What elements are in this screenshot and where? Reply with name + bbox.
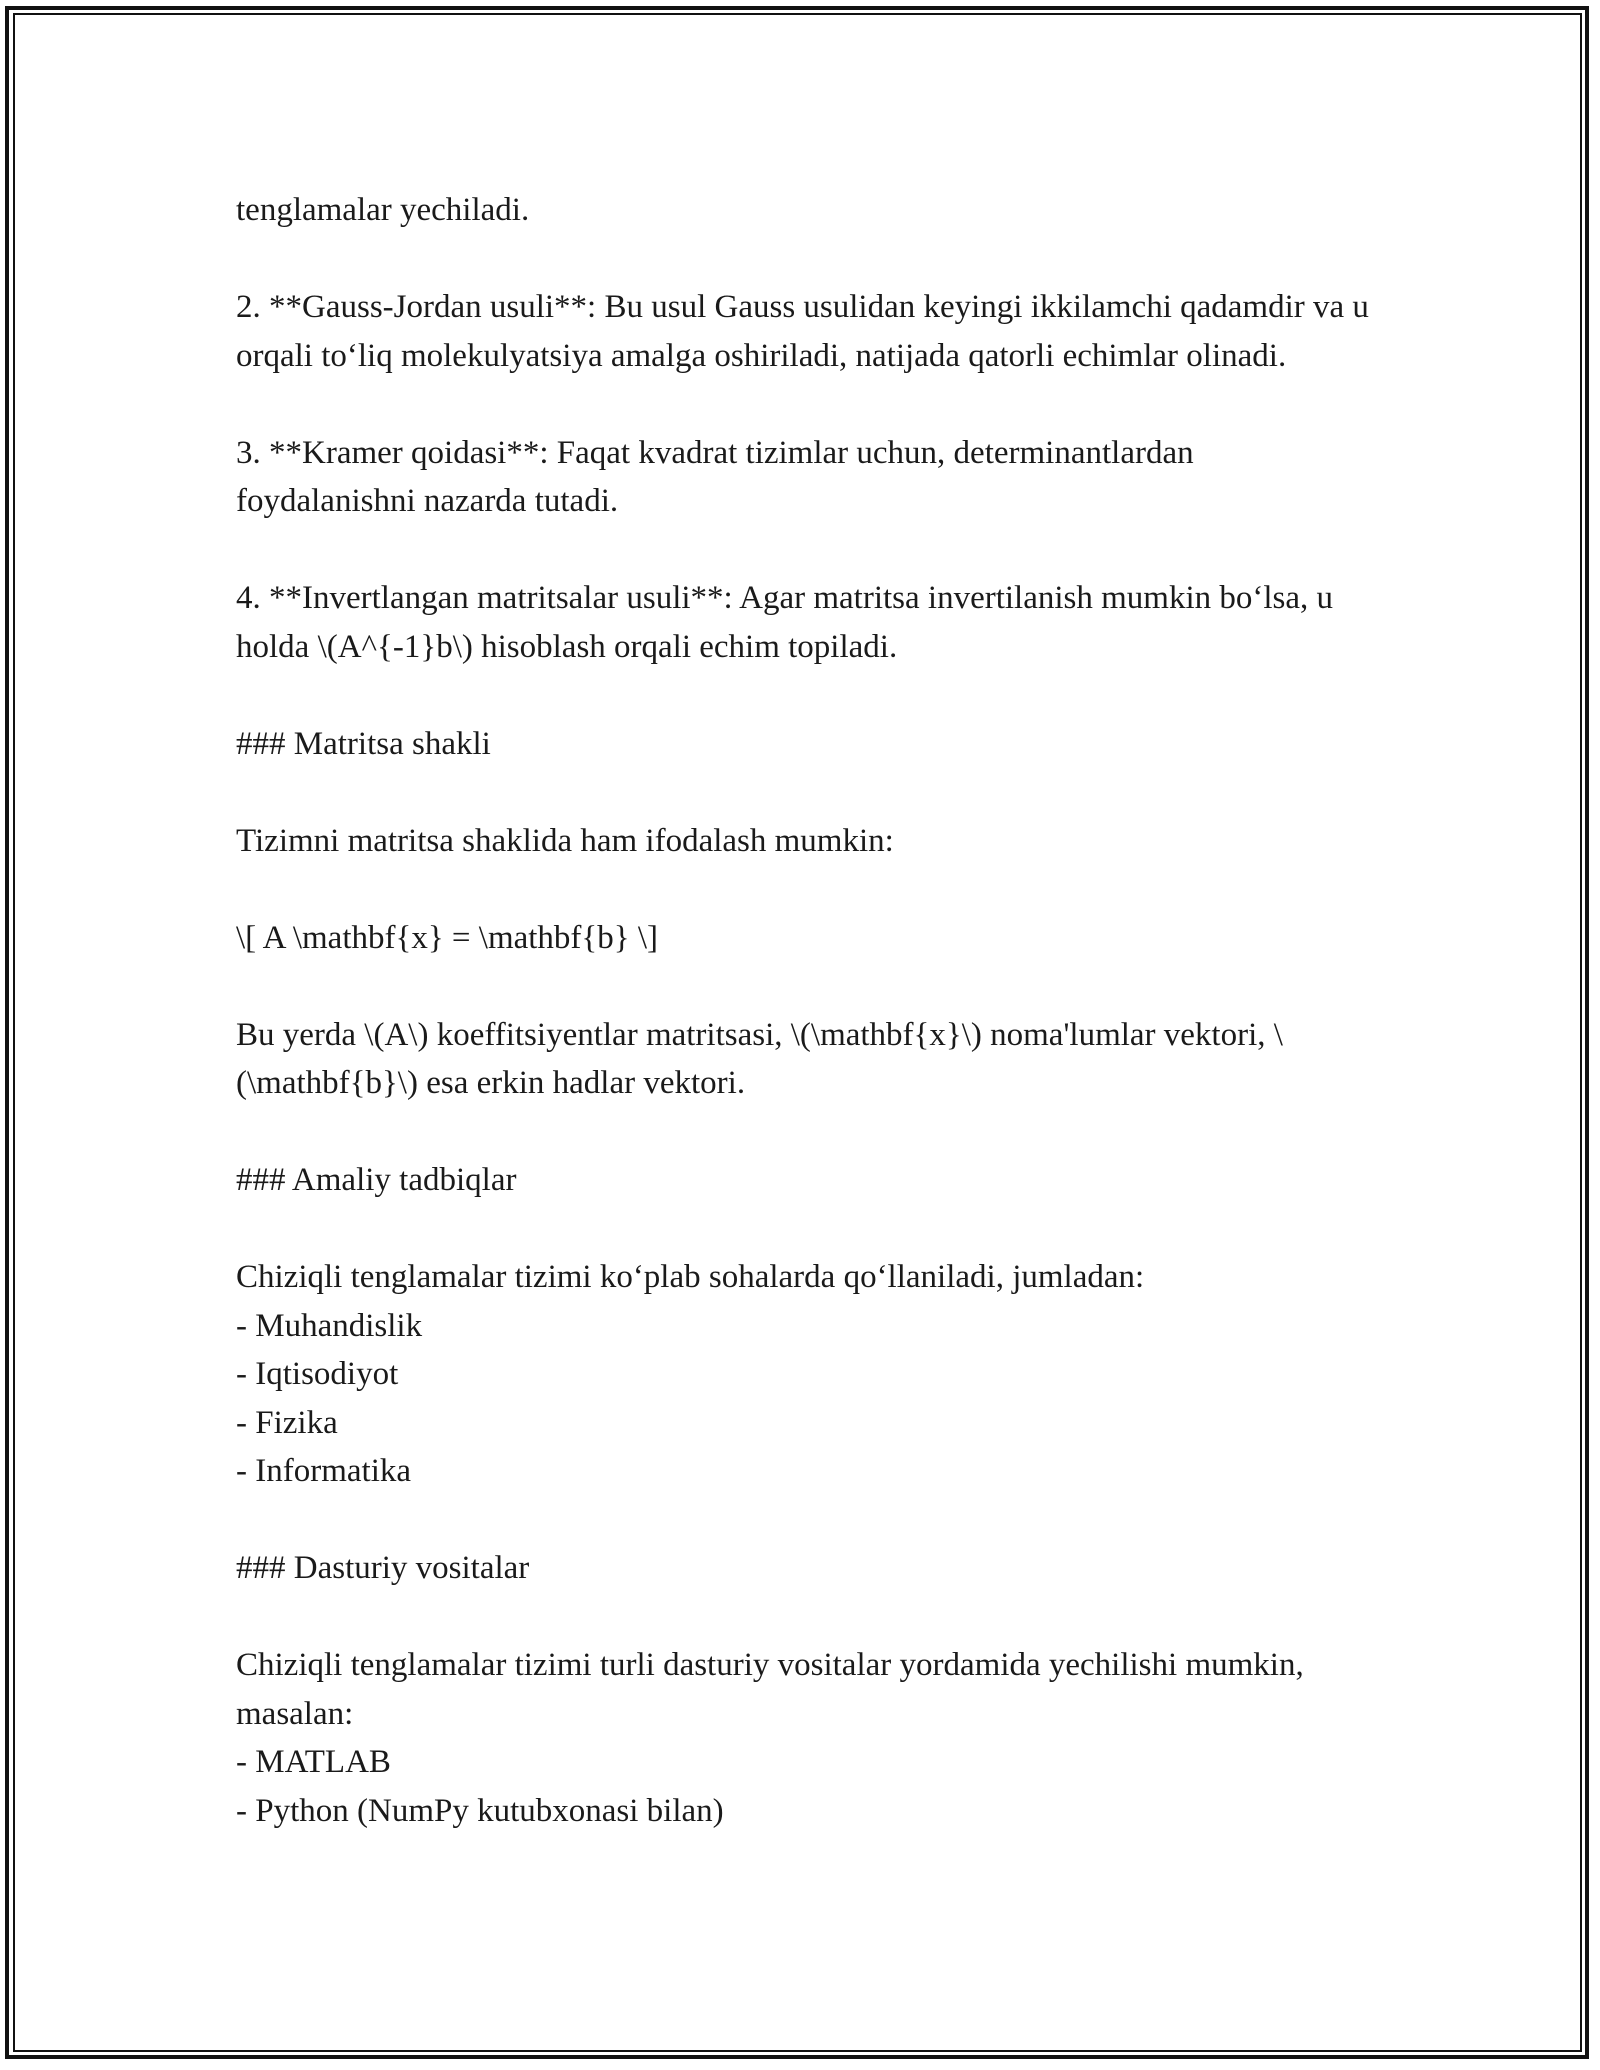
paragraph-software: Chiziqli tenglamalar tizimi turli dasturiy vositalar yordamida yechilishi mumkin, masalan: [236, 1647, 1304, 1732]
document-body [236, 186, 1376, 1835]
list-item: - Informatika [236, 1453, 412, 1489]
paragraph-kramer: 3. **Kramer qoidasi**: Faqat kvadrat tizimlar uchun, determinantlardan foydalanishni nazarda tutadi. [236, 434, 1194, 519]
list-item: - Muhandislik [236, 1307, 423, 1344]
paragraph-gauss-jordan: 2. **Gauss-Jordan usuli**: Bu usul Gauss usulidan keyingi ikkilamchi qadamdir va u orqali to‘liq molekulyatsiya amalga oshiriladi, natijada qatorli echimlar olinadi. [236, 289, 1369, 374]
heading-matrix-form: ### Matritsa shakli [236, 725, 491, 762]
paragraph-matrix-intro: Tizimni matritsa shaklida ham ifodalash mumkin: [236, 822, 894, 859]
list-item: - Fizika [236, 1404, 338, 1441]
heading-software: ### Dasturiy vositalar [236, 1550, 530, 1586]
paragraph-matrix-explain: Bu yerda \(A\) koeffitsiyentlar matritsasi, \(\mathbf{x}\) noma'lumlar vektori, \(\mathbf{b}\) esa erkin hadlar vektori. [236, 1016, 1283, 1101]
paragraph-inverse-matrix: 4. **Invertlangan matritsalar usuli**: Agar matritsa invertilanish mumkin bo‘lsa, u holda \(A^{-1}b\) hisoblash orqali echim topiladi. [236, 580, 1334, 665]
equation-matrix: \[ A \mathbf{x} = \mathbf{b} \] [236, 919, 659, 956]
list-item: - MATLAB [236, 1744, 391, 1780]
heading-applications: ### Amaliy tadbiqlar [236, 1162, 517, 1198]
list-item: - Python (NumPy kutubxonasi bilan) [236, 1792, 724, 1829]
paragraph-applications: Chiziqli tenglamalar tizimi ko‘plab sohalarda qo‘llaniladi, jumladan: [236, 1259, 1145, 1295]
list-item: - Iqtisodiyot [236, 1356, 399, 1392]
paragraph-intro: tenglamalar yechiladi. [236, 192, 530, 228]
